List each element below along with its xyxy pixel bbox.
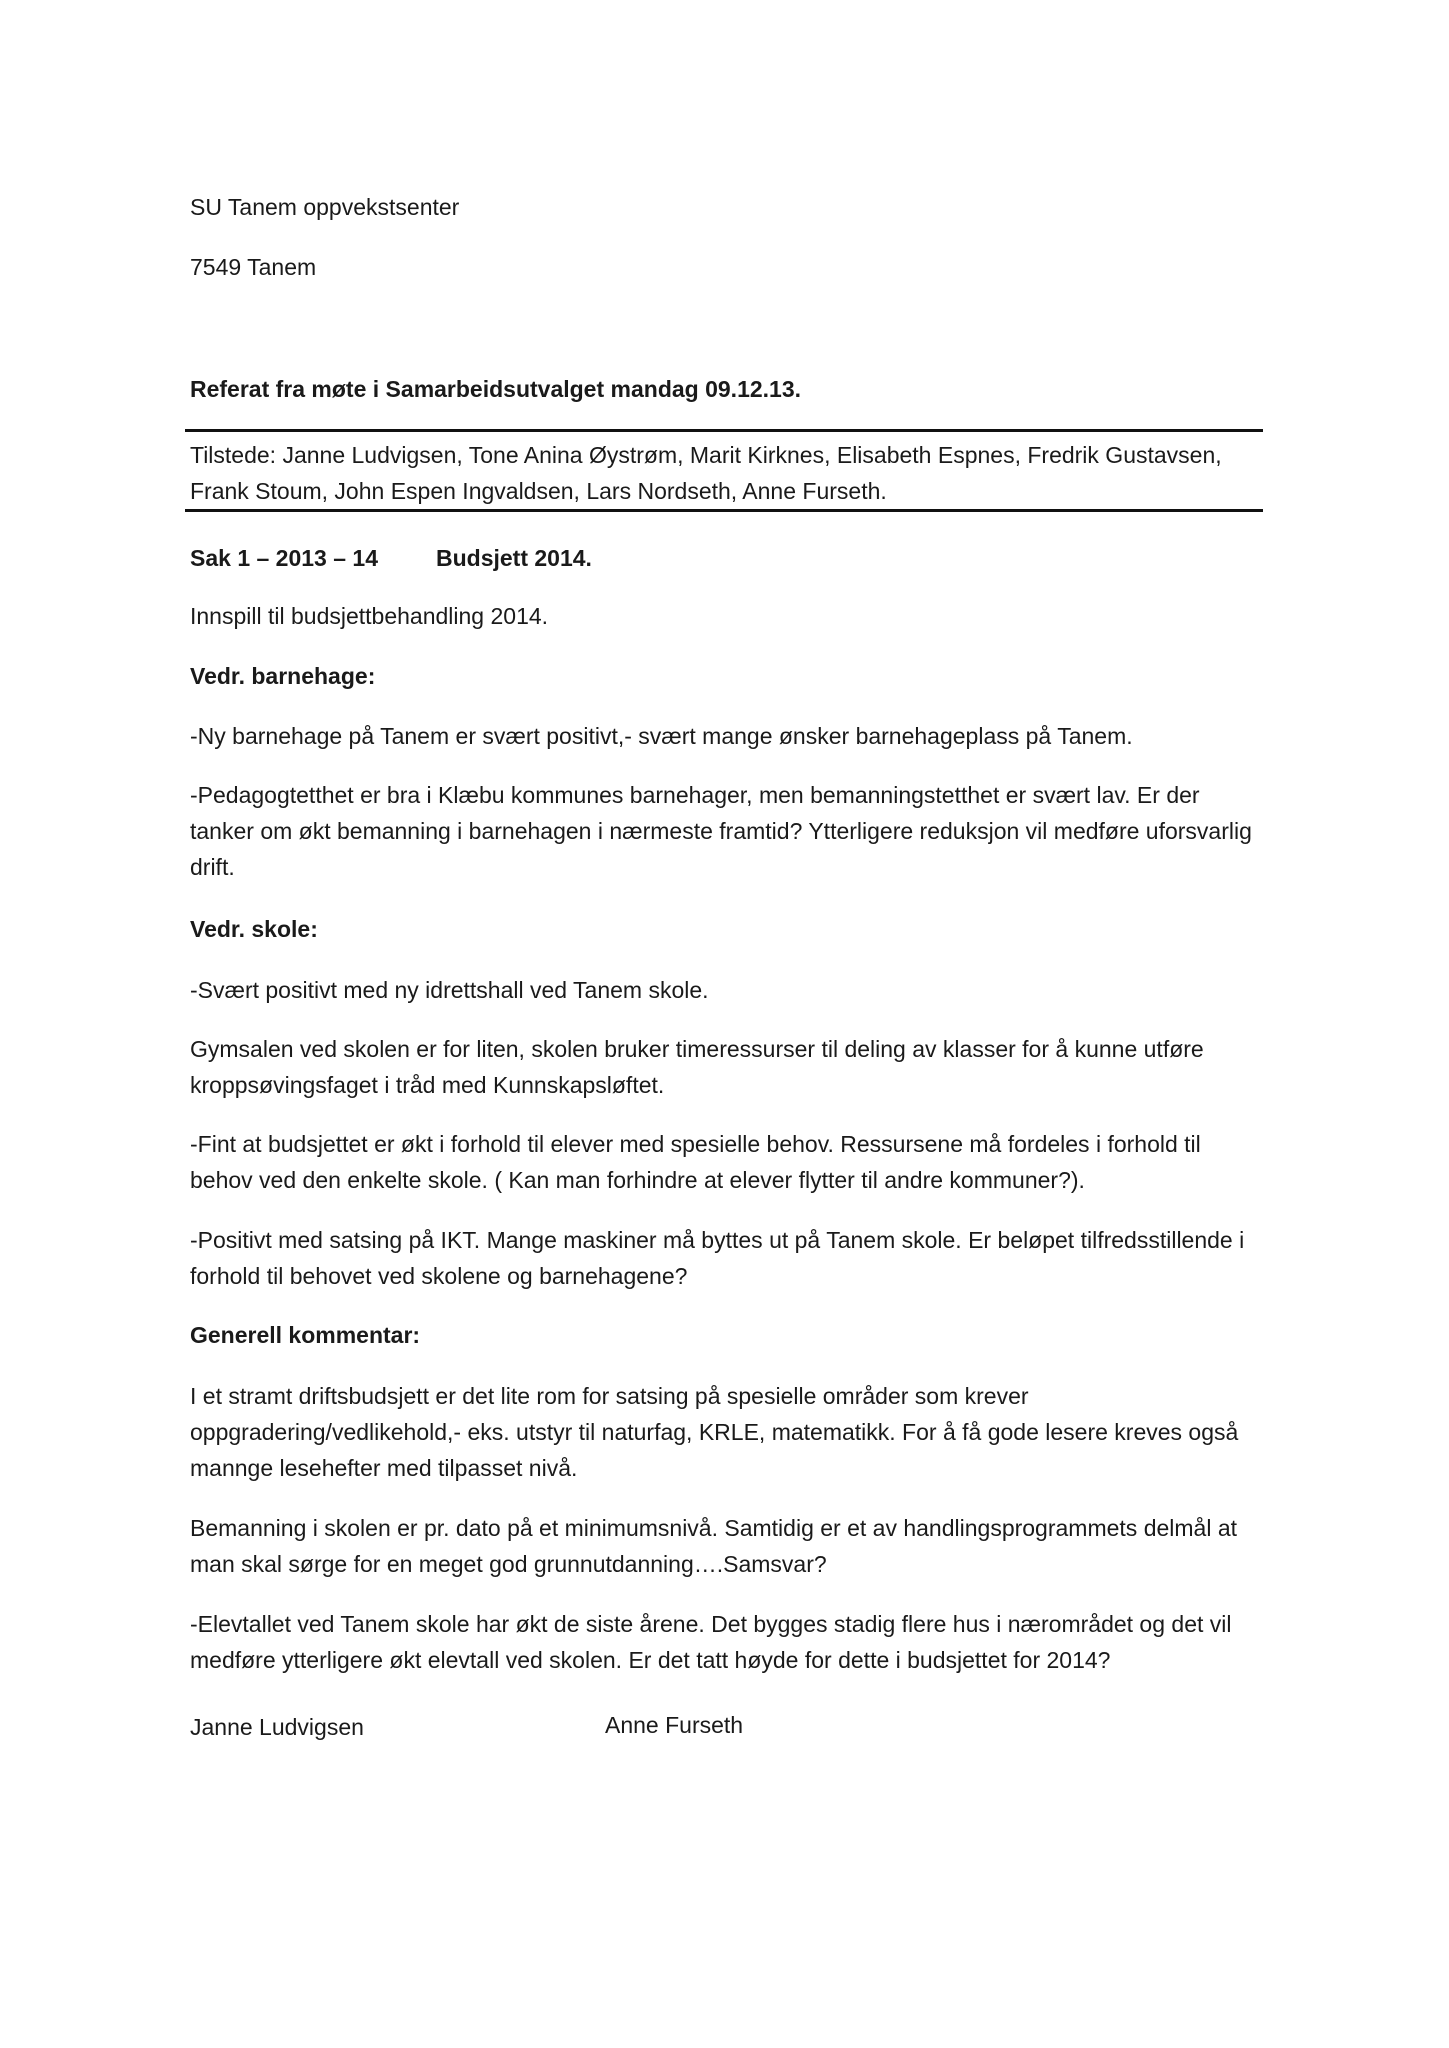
barnehage-paragraph-1: -Ny barnehage på Tanem er svært positivt,- svært mange ønsker barnehageplass på Tanem. (190, 723, 1133, 749)
address: 7549 Tanem (190, 254, 317, 280)
case-number: Sak 1 – 2013 – 14 (190, 545, 378, 571)
skole-paragraph-1: -Svært positivt med ny idrettshall ved Tanem skole. (190, 977, 709, 1003)
skole-paragraph-2: Gymsalen ved skolen er for liten, skolen bruker timeressurser til deling av klasser for å kunne utføre kroppsøvingsfaget i tråd med Kunnskapsløftet. (190, 1036, 1204, 1098)
generell-paragraph-2: Bemanning i skolen er pr. dato på et minimumsnivå. Samtidig er et av handlingsprogrammets delmål at man skal sørge for en meget god grunnutdanning….Samsvar? (190, 1515, 1238, 1577)
barnehage-heading: Vedr. barnehage: (190, 663, 376, 689)
barnehage-paragraph-2: -Pedagogtetthet er bra i Klæbu kommunes barnehager, men bemanningstetthet er svært lav. Er der tanker om økt bemanning i barnehagen i nærmeste framtid? Ytterligere reduksjon vil medføre uforsvarlig drift. (190, 782, 1252, 880)
organization-name: SU Tanem oppvekstsenter (190, 194, 460, 220)
bottom-divider (185, 509, 1263, 512)
document-title: Referat fra møte i Samarbeidsutvalget mandag 09.12.13. (190, 376, 802, 402)
signature-right: Anne Furseth (605, 1712, 744, 1738)
skole-heading: Vedr. skole: (190, 916, 318, 942)
attendees-line-1: Tilstede: Janne Ludvigsen, Tone Anina Øystrøm, Marit Kirknes, Elisabeth Espnes, Fredrik Gustavsen, (190, 442, 1222, 468)
case-intro: Innspill til budsjettbehandling 2014. (190, 603, 549, 629)
generell-paragraph-3: -Elevtallet ved Tanem skole har økt de siste årene. Det bygges stadig flere hus i nærområdet og det vil medføre ytterligere økt elevtall ved skolen. Er det tatt høyde for dette i budsjettet for 2014? (190, 1611, 1232, 1673)
top-divider (185, 429, 1263, 432)
skole-paragraph-4: -Positivt med satsing på IKT. Mange maskiner må byttes ut på Tanem skole. Er beløpet tilfredsstillende i forhold til behovet ved skolene og barnehagene? (190, 1227, 1245, 1289)
skole-paragraph-3: -Fint at budsjettet er økt i forhold til elever med spesielle behov. Ressursene må fordeles i forhold til behov ved den enkelte skole. ( Kan man forhindre at elever flytter til andre kommuner?). (190, 1131, 1201, 1193)
case-title: Budsjett 2014. (436, 545, 592, 571)
attendees-line-2: Frank Stoum, John Espen Ingvaldsen, Lars Nordseth, Anne Furseth. (190, 478, 887, 504)
generell-paragraph-1: I et stramt driftsbudsjett er det lite rom for satsing på spesielle områder som krever oppgradering/vedlikehold,- eks. utstyr til naturfag, KRLE, matematikk. For å få gode lesere kreves også mannge lesehefter med tilpasset nivå. (190, 1383, 1239, 1481)
generell-heading: Generell kommentar: (190, 1322, 421, 1348)
signature-left: Janne Ludvigsen (190, 1714, 364, 1740)
